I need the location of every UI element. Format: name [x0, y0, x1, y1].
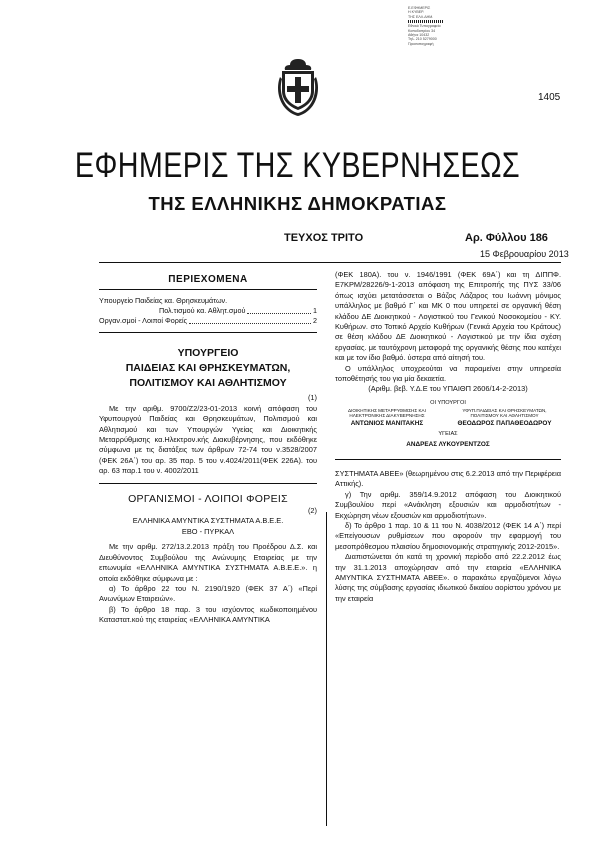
divider — [99, 332, 317, 333]
stamp-line: Αθήνα 10432 — [408, 33, 430, 38]
greek-coat-of-arms-icon — [276, 57, 320, 119]
paragraph: Με την αριθμ. 272/13.2.2013 πράξη του Προέδρου Δ.Σ. και Διευθύνοντος Συμβούλου της Ανώνυμης Εταιρείας με την επωνυμία «ΕΛΛΗΝΙΚΑ ΑΜΥΝΤΙΚΑ ΣΥΣΤΗΜΑΤΑ Α.Β.Ε.Ε.». η οποία εκδόθηκε σύμφωνα με : — [99, 542, 317, 583]
stamp-line: Καποδιστρίου 34 — [408, 28, 436, 33]
signatory-title: ΔΙΟΙΚΗΤΙΚΗΣ ΜΕΤΑΡΡΥΘΜΙΣΗΣ ΚΑΙ ΗΛΕΚΤΡΟΝΙΚΗΣ ΔΙΑΚΥΒΕΡΝΗΣΗΣ — [348, 408, 426, 419]
paragraph: ΣΥΣΤΗΜΑΤΑ ΑΒΕΕ» (θεωρημένου στις 6.2.2013 από την Περιφέρεια Αττικής). — [335, 468, 561, 489]
decision-number: (1) — [307, 393, 317, 403]
decision-number: (2) — [307, 506, 317, 516]
print-stamp — [408, 6, 470, 46]
toc-line[interactable] — [99, 316, 317, 326]
stamp-line: Προσυπογραφή — [408, 41, 434, 46]
stamp-line: Εθνικό Τυπογραφείο — [408, 24, 441, 29]
ministry-title — [99, 346, 317, 391]
signatories-heading: ΟΙ ΥΠΟΥΡΓΟΙ — [430, 399, 466, 406]
paragraph: δ) Το άρθρο 1 παρ. 10 & 11 του Ν. 4038/2012 (ΦΕΚ 14 Α΄) περί «Επείγουσων ρυθμίσεων που αφορούν την εφαρμογή του μεσοπρόθεσμου πλαισίου δημοσιονομικής στρατηγικής 2012-2015». — [335, 520, 561, 551]
gazette-subtitle: ΤΗΣ ΕΛΛΗΝΙΚΗΣ ΔΗΜΟΚΡΑΤΙΑΣ — [148, 193, 447, 214]
signatory-title: ΥΓΕΙΑΣ — [438, 431, 458, 438]
sheet-number: Αρ. Φύλλου 186 — [465, 232, 548, 244]
divider — [99, 483, 317, 484]
signatory-name: ΑΝΔΡΕΑΣ ΛΥΚΟΥΡΕΝΤΖΟΣ — [406, 440, 490, 448]
paragraph: Ο υπάλληλος υποχρεούται να παραμείνει στην υπηρεσία τοποθέτησής του για μία δεκαετία. — [335, 363, 561, 384]
company-place: ΕΒΟ - ΠΥΡΚΑΛ — [181, 526, 235, 536]
signatures — [335, 408, 561, 429]
divider — [335, 459, 561, 460]
paragraph: γ) Την αριθμ. 359/14.9.2012 απόφαση του Διοικητικού Συμβουλίου περί «Ανάκληση εξουσιών και αρμοδιοτήτων - Εκχώρηση νέων εξουσιών και αρμοδιοτήτων». — [335, 489, 561, 520]
decision-text: Με την αριθμ. 9700/Ζ2/23-01-2013 κοινή απόφαση του Υφυπουργού Παιδείας και Θρησκευμάτων, Πολιτισμού και Αθλητισμού και των Υπουργών Υγείας και Διοικητικής Μεταρρύθμισης κα.Ηλεκτρον.κής Διακυβέρνησης, που εκδόθηκε σύμφωνα με τις διατάξεις των άρθρων 72-74 του ν.3528/2007 (ΦΕΚ 26Α΄) του αρ. 35 παρ. 5 του ν.4024/2011(ΦΕΚ 226Α). του αρ. 63 παρ.1 του ν. 4002/2011 — [99, 403, 317, 476]
toc-label: Υπουργείο Παιδείας κα. Θρησκευμάτων. — [99, 296, 228, 306]
left-column — [99, 262, 317, 626]
page-number: 1405 — [538, 92, 561, 103]
ministry-title-line: ΠΑΙΔΕΙΑΣ ΚΑΙ ΘΡΗΣΚΕΥΜΑΤΩΝ, — [125, 362, 291, 375]
paragraph: Διαπιστώνεται ότι κατά τη χρονική περίοδο από 22.2.2012 έως την 31.1.2013 αποχώρησαν από την εταιρεία «ΕΛΛΗΝΙΚΑ ΑΜΥΝΤΙΚΑ ΣΥΣΤΗΜΑΤΑ ΑΒΕΕ». ο παρακάτω εργαζόμενοι λόγω λύσης της σύμβασης εργασίας ιδιωτικού δικαίου αορίστου χρόνου με την εταιρεία — [335, 552, 561, 603]
toc-label: Πολ.τισμού κα. Αθλητ.σμού — [159, 306, 246, 316]
divider — [99, 289, 317, 290]
gazette-title: ΕΦΗΜΕΡΙΣ ΤΗΣ ΚΥΒΕΡΝΗΣΕΩΣ — [74, 146, 521, 185]
paragraph: (Αριθμ. βεβ. Υ.Δ.Ε του ΥΠΑΙΘΠ 2606/14-2-2013) — [368, 384, 528, 394]
toc-line[interactable] — [99, 306, 317, 316]
ministry-title-line: ΠΟΛΙΤΙΣΜΟΥ ΚΑΙ ΑΘΛΗΤΙΣΜΟΥ — [129, 377, 287, 390]
paragraph: β) Το άρθρο 18 παρ. 3 του ισχύοντος κωδικοποιημένου Καταστατ.κού της εταιρείας «ΕΛΛΗΝΙΚΑ ΑΜΥΝΤΙΚΑ — [99, 604, 317, 625]
toc-page: 1 — [313, 306, 317, 316]
toc-dots — [189, 316, 311, 324]
barcode-icon — [408, 20, 444, 23]
stamp-line: ΤΗΣ ΕΛΛ.ΔΗΜ. — [408, 14, 434, 19]
stamp-line: Τηλ. 210 5279000 — [408, 37, 437, 42]
toc-dots — [247, 306, 311, 314]
toc-line — [99, 296, 317, 306]
section-title: ΟΡΓΑΝΙΣΜΟΙ - ΛΟΙΠΟΙ ΦΟΡΕΙΣ — [128, 492, 288, 505]
stamp-line: Η ΚΥΒΕΡ. — [408, 10, 425, 15]
issue-label: ΤΕΥΧΟΣ ΤΡΙΤΟ — [284, 232, 364, 244]
signatory-name: ΑΝΤΩΝΙΟΣ ΜΑΝΙΤΑΚΗΣ — [350, 419, 424, 427]
signatory-title: ΥΦΥΠ.ΠΑΙΔΕΙΑΣ ΚΑΙ ΘΡΗΣΚΕΥΜΑΤΩΝ, ΠΟΛΙΤΙΣΜΟΥ ΚΑΙ ΑΘΛΗΤΙΣΜΟΥ — [462, 408, 547, 419]
signatory-name: ΘΕΟΔΩΡΟΣ ΠΑΠΑΘΕΟΔΩΡΟΥ — [457, 419, 552, 427]
contents-title: ΠΕΡΙΕΧΟΜΕΝΑ — [168, 274, 248, 285]
issue-date: 15 Φεβρουαρίου 2013 — [480, 249, 569, 259]
divider — [245, 262, 561, 263]
toc-label: Οργαν.σμοί - Λοιποί Φορείς — [99, 316, 188, 326]
stamp-line: Ε.ΕΦΗΜΕΡΙΣ — [408, 6, 431, 10]
paragraph: (ΦΕΚ 180Α). του ν. 1946/1991 (ΦΕΚ 69Α΄) και τη ΔΙΠΠΦ. Ε7ΚΡΜ/28226/9-1-2013 απόφαση της Επιτροπής της ΠΥΣ 33/06 όπως ισχύει μετατάσσεται ο Βάζος Λάζαρος του Ιωάννη μόνιμος υπάλληλος με βαθμό Γ΄ και ΜΚ 0 που υπηρετεί σε οργανική θέση κλάδου ΔΕ Διοικητικού - Λογιστικού του Γενικού Νοσοκομείου - ΚΥ. Κυθήρων. στο Τοπικό Αρχείο Κυθήρων (Γενικά Αρχεία του Κράτους) σε θέση κλάδου ΔΕ Διοικητικού - Λογιστικού με την ίδια σχέση εργασίας. με ταυτόχρονη μεταφορά της οργανικής θέσης που κατέχει και με τον ίδιο βαθμό. ύστερα από αίτησή του. — [335, 270, 561, 363]
right-column — [335, 264, 561, 604]
ministry-title-line: ΥΠΟΥΡΓΕΙΟ — [177, 347, 239, 360]
paragraph: α) Το άρθρο 22 του Ν. 2190/1920 (ΦΕΚ 37 Α΄) «Περί Ανωνύμων Εταιρειών». — [99, 583, 317, 604]
toc-page: 2 — [313, 316, 317, 326]
column-divider — [326, 512, 327, 826]
company-name: ΕΛΛΗΝΙΚΑ ΑΜΥΝΤΙΚΑ ΣΥΣΤΗΜΑΤΑ Α.Β.Ε.Ε. — [132, 516, 284, 526]
